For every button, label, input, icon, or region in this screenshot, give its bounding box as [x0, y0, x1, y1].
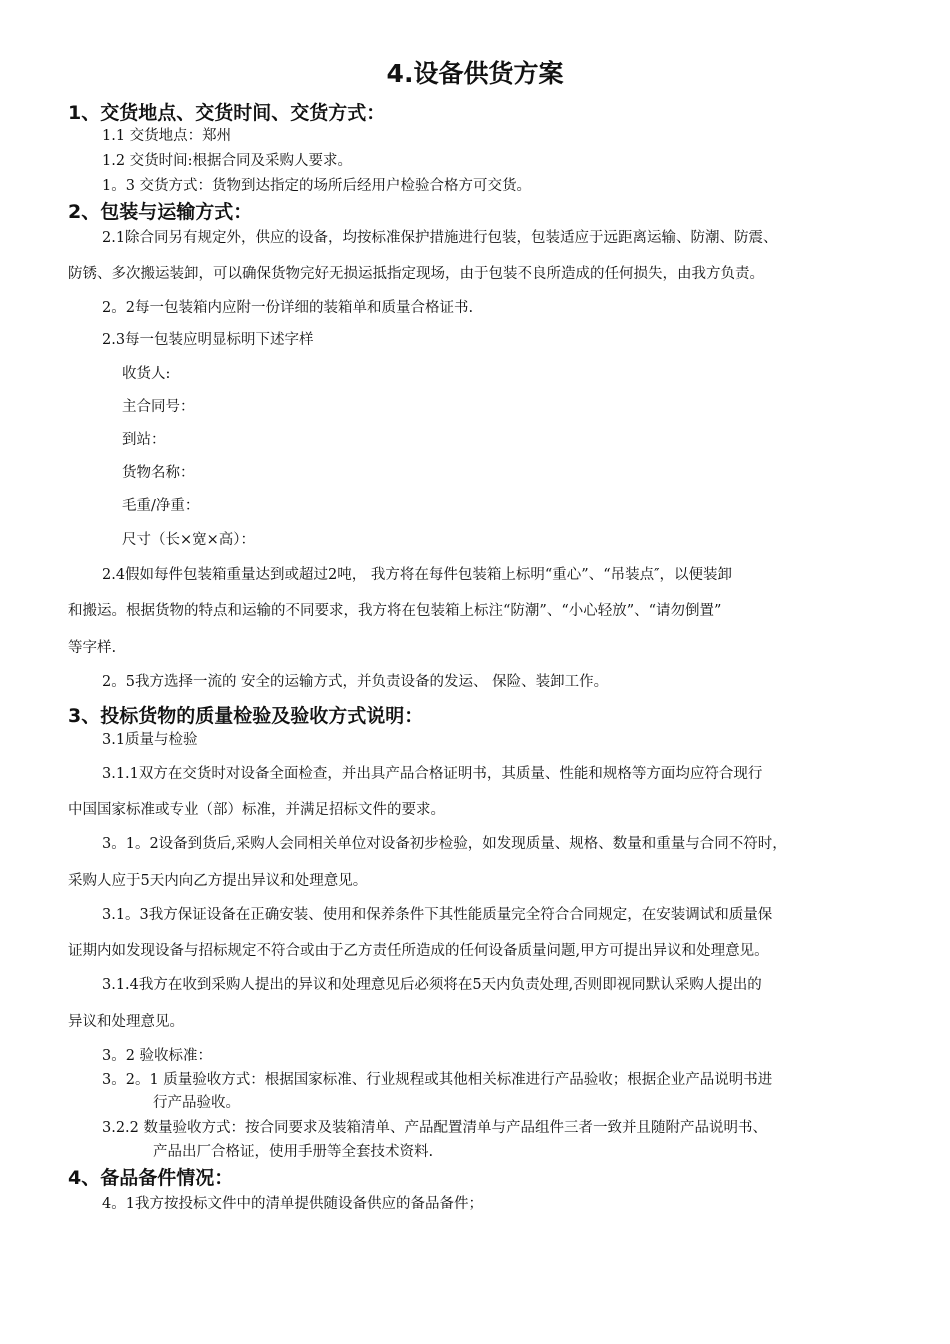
paragraph-line: 3.2.2 数量验收方式：按合同要求及装箱清单、产品配置清单与产品组件三者一致并且随附产品说明书、: [102, 1120, 767, 1136]
paragraph-line: 行产品验收。: [153, 1095, 240, 1111]
paragraph-line: 3.1。3我方保证设备在正确安装、使用和保养条件下其性能质量完全符合合同规定，在安装调试和质量保: [102, 907, 773, 923]
label-line: 毛重/净重：: [122, 498, 200, 514]
paragraph-line: 证期内如发现设备与招标规定不符合或由于乙方责任所造成的任何设备质量问题,甲方可提出异议和处理意见。: [68, 943, 769, 959]
paragraph-line: 和搬运。根据货物的特点和运输的不同要求，我方将在包装箱上标注“防潮”、“小心轻放”、“请勿倒置”: [68, 603, 722, 619]
paragraph-line: 产品出厂合格证，使用手册等全套技术资料.: [153, 1144, 434, 1160]
paragraph-line: 2。2每一包装箱内应附一份详细的装箱单和质量合格证书.: [102, 300, 474, 316]
paragraph-line: 3。2。1 质量验收方式：根据国家标准、行业规程或其他相关标准进行产品验收；根据企业产品说明书进: [102, 1072, 773, 1088]
paragraph-line: 异议和处理意见。: [68, 1014, 184, 1030]
paragraph-line: 1.1 交货地点：郑州: [102, 128, 232, 144]
paragraph-line: 4。1我方按投标文件中的清单提供随设备供应的备品备件；: [102, 1196, 483, 1212]
label-line: 收货人:: [122, 366, 171, 382]
document-title: 4.设备供货方案: [386, 59, 564, 88]
paragraph-line: 中国国家标准或专业（部）标准，并满足招标文件的要求。: [68, 802, 445, 818]
paragraph-line: 3。2 验收标准：: [102, 1048, 213, 1064]
paragraph-line: 2.3每一包装应明显标明下述字样: [102, 332, 314, 348]
paragraph-line: 1.2 交货时间:根据合同及采购人要求。: [102, 153, 353, 169]
label-line: 到站：: [122, 432, 166, 448]
paragraph-line: 2.1除合同另有规定外，供应的设备，均按标准保护措施进行包装，包装适应于远距离运输、防潮、防震、: [102, 230, 778, 246]
paragraph-line: 等字样.: [68, 640, 117, 656]
paragraph-line: 3.1.1双方在交货时对设备全面检查，并出具产品合格证明书，其质量、性能和规格等方面均应符合现行: [102, 766, 763, 782]
section-heading-2: 2、包装与运输方式：: [68, 201, 253, 223]
paragraph-line: 2。5我方选择一流的 安全的运输方式，并负责设备的发运、 保险、装卸工作。: [102, 674, 609, 690]
paragraph-line: 1。3 交货方式：货物到达指定的场所后经用户检验合格方可交货。: [102, 178, 532, 194]
paragraph-line: 3.1质量与检验: [102, 732, 198, 748]
paragraph-line: 采购人应于5天内向乙方提出异议和处理意见。: [68, 873, 368, 889]
section-heading-3: 3、投标货物的质量检验及验收方式说明：: [68, 705, 424, 727]
label-line: 尺寸（长×宽×高）：: [122, 532, 256, 548]
label-line: 主合同号：: [122, 399, 195, 415]
paragraph-line: 3.1.4我方在收到采购人提出的异议和处理意见后必须将在5天内负责处理,否则即视同默认采购人提出的: [102, 977, 762, 993]
label-line: 货物名称：: [122, 465, 195, 481]
paragraph-line: 2.4假如每件包装箱重量达到或超过2吨， 我方将在每件包装箱上标明“重心”、“吊装点″，以便装卸: [102, 567, 733, 583]
paragraph-line: 防锈、多次搬运装卸，可以确保货物完好无损运抵指定现场，由于包装不良所造成的任何损失，由我方负责。: [68, 266, 764, 282]
section-heading-4: 4、备品备件情况：: [68, 1167, 234, 1189]
section-heading-1: 1、交货地点、交货时间、交货方式：: [68, 102, 386, 124]
paragraph-line: 3。1。2设备到货后,采购人会同相关单位对设备初步检验，如发现质量、规格、数量和重量与合同不符时，: [102, 836, 787, 852]
